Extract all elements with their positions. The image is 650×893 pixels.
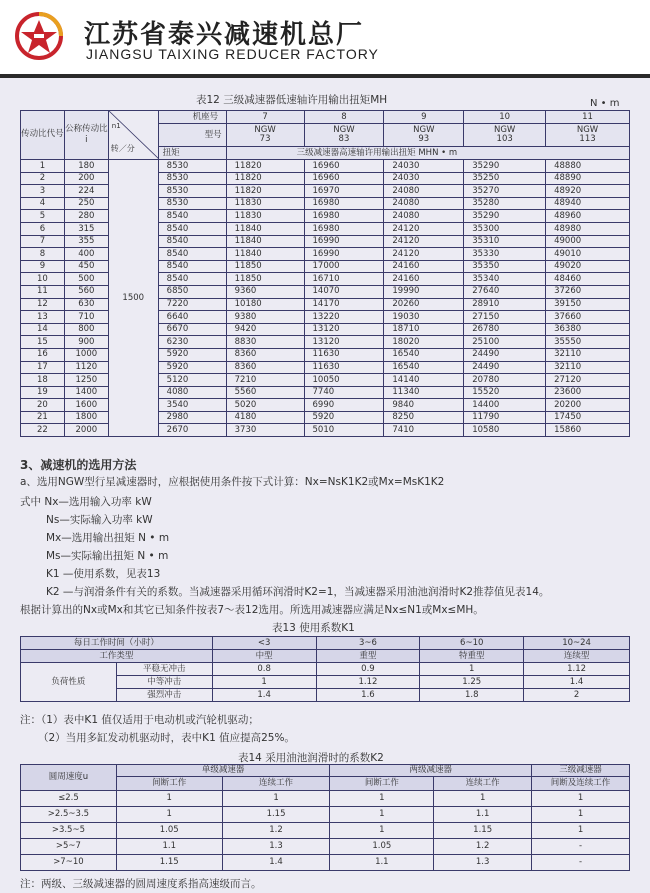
table12-ratio-cell: 2000 <box>64 424 108 437</box>
table12-torque-cell: 24160 <box>384 273 464 286</box>
company-logo-icon <box>14 8 64 64</box>
table12-ratio-cell: 200 <box>64 172 108 185</box>
table12-ratio-cell: 400 <box>64 248 108 261</box>
table12-ratio-cell: 224 <box>64 185 108 198</box>
table12-torque-cell: 35550 <box>546 336 630 349</box>
table14-cell: - <box>532 839 630 855</box>
table14-cell: 1 <box>532 823 630 839</box>
table12-torque-cell: 24490 <box>464 361 546 374</box>
table14-cell: 1 <box>330 807 434 823</box>
table12-torque-cell: 8540 <box>158 260 226 273</box>
table13-hours: 10~24 <box>524 637 630 650</box>
table12-torque-cell: 24120 <box>384 235 464 248</box>
table12-torque-cell: 10050 <box>304 374 384 387</box>
table12-torque-cell: 8530 <box>158 160 226 173</box>
table12-torque-cell: 7410 <box>384 424 464 437</box>
table12-torque-cell: 20200 <box>546 399 630 412</box>
section3-line-nx: 式中 Nx—选用输入功率 kW <box>20 496 152 508</box>
section3-heading: 3、减速机的选用方法 <box>20 458 137 472</box>
table12-torque-cell: 8540 <box>158 273 226 286</box>
table12-torque-cell: 28910 <box>464 298 546 311</box>
table12-torque-cell: 18710 <box>384 323 464 336</box>
table12-ratio-cell: 800 <box>64 323 108 336</box>
table12-code-cell: 19 <box>21 386 65 399</box>
table14-speed-label: 圆周速度u <box>21 765 117 791</box>
table12-torque-cell: 35340 <box>464 273 546 286</box>
table14-speed-cell: >2.5~3.5 <box>21 807 117 823</box>
table12-torque-cell: 11830 <box>226 197 304 210</box>
table12-torque-cell: 5010 <box>304 424 384 437</box>
table12-torque-cell: 14070 <box>304 285 384 298</box>
table12-torque-cell: 24080 <box>384 185 464 198</box>
table14-title: 表14 采用油池润滑时的系数K2 <box>238 752 384 764</box>
table12-torque-cell: 10580 <box>464 424 546 437</box>
table14-double-label: 两级减速器 <box>330 765 532 777</box>
table12-code-cell: 14 <box>21 323 65 336</box>
table13-cell: 1 <box>420 663 524 676</box>
table13-title: 表13 使用系数K1 <box>272 622 355 634</box>
table12-code-cell: 8 <box>21 248 65 261</box>
table12-torque-cell: 8540 <box>158 210 226 223</box>
table14-cell: 1.1 <box>116 839 222 855</box>
table12-torque-cell: 11840 <box>226 222 304 235</box>
table12-torque-cell: 37660 <box>546 311 630 324</box>
table12-torque-cell: 5020 <box>226 399 304 412</box>
table12-code-cell: 12 <box>21 298 65 311</box>
table14-row <box>21 839 630 855</box>
table12-torque-cell: 48890 <box>546 172 630 185</box>
table12-torque-cell: 11840 <box>226 235 304 248</box>
table12-torque-cell: 49020 <box>546 260 630 273</box>
table12-torque-cell: 35350 <box>464 260 546 273</box>
table13-note-2: （2）当用多缸发动机驱动时，表中K1 值应提高25%。 <box>38 732 295 744</box>
table13-note-1: 注：（1）表中K1 值仅适用于电动机或汽轮机驱动； <box>20 714 259 726</box>
table12-torque-cell: 11630 <box>304 348 384 361</box>
table14-cell: 1.15 <box>434 823 532 839</box>
table13-hours: 3~6 <box>316 637 420 650</box>
table12-torque-cell: 24080 <box>384 210 464 223</box>
table12-torque-cell: 9840 <box>384 399 464 412</box>
table12-torque-cell: 24030 <box>384 160 464 173</box>
table14-row <box>21 807 630 823</box>
table12-ratio-cell: 1800 <box>64 411 108 424</box>
table13 <box>20 636 630 702</box>
table12-torque-cell: 35290 <box>464 210 546 223</box>
table12-torque-cell: 7220 <box>158 298 226 311</box>
table12-torque-cell: 8360 <box>226 348 304 361</box>
section3-line-k1: K1 —使用系数，见表13 <box>46 568 161 580</box>
table12-torque-cell: 27640 <box>464 285 546 298</box>
table12-torque-cell: 11820 <box>226 172 304 185</box>
table13-cell: 1.4 <box>212 689 316 702</box>
section3-line-ns: Ns—实际输入功率 kW <box>46 514 153 526</box>
table12-header-ratio: 公称传动比i <box>64 111 108 160</box>
table12-torque-cell: 15520 <box>464 386 546 399</box>
table12-torque-cell: 9360 <box>226 285 304 298</box>
table12-torque-cell: 7740 <box>304 386 384 399</box>
table12-code-cell: 10 <box>21 273 65 286</box>
table12-torque-cell: 11850 <box>226 260 304 273</box>
table13-hours-label: 每日工作时间（小时） <box>21 637 213 650</box>
table12-torque-cell: 35290 <box>464 160 546 173</box>
table12-torque-cell: 48460 <box>546 273 630 286</box>
table12-seat: 11 <box>546 111 630 124</box>
table12-torque-cell: 8530 <box>158 185 226 198</box>
table14-triple-label: 三级减速器 <box>532 765 630 777</box>
table12-torque-cell: 17000 <box>304 260 384 273</box>
table14-cell: 1.2 <box>222 823 330 839</box>
table12-torque-cell: 48920 <box>546 185 630 198</box>
table12-code-cell: 7 <box>21 235 65 248</box>
table12-speed-cell: 1500 <box>108 160 158 437</box>
table12-torque-cell: 27150 <box>464 311 546 324</box>
table12-code-cell: 17 <box>21 361 65 374</box>
table12-ratio-cell: 250 <box>64 197 108 210</box>
table14-cell: 1 <box>116 807 222 823</box>
table14-row <box>21 823 630 839</box>
table14-row <box>21 791 630 807</box>
table12-torque-cell: 36380 <box>546 323 630 336</box>
table12-torque-cell: 6850 <box>158 285 226 298</box>
table12-torque-cell: 11820 <box>226 160 304 173</box>
table12-torque-cell: 16960 <box>304 160 384 173</box>
table12-torque-cell: 6230 <box>158 336 226 349</box>
table12-torque-cell: 13120 <box>304 323 384 336</box>
table12-torque-cell: 5920 <box>304 411 384 424</box>
table12-model: NGW 93 <box>384 124 464 147</box>
table12-torque-cell: 49000 <box>546 235 630 248</box>
table12-torque-cell: 5920 <box>158 348 226 361</box>
table13-cell: 1 <box>212 676 316 689</box>
table12-ratio-cell: 355 <box>64 235 108 248</box>
table13-cell: 1.12 <box>316 676 420 689</box>
table14-cont-label: 连续工作 <box>222 777 330 791</box>
table14-cell: 1.3 <box>434 855 532 871</box>
table12-torque-cell: 5120 <box>158 374 226 387</box>
table12-torque-cell: 9380 <box>226 311 304 324</box>
table12-ratio-cell: 315 <box>64 222 108 235</box>
table12-code-cell: 21 <box>21 411 65 424</box>
section3-line-a: a、选用NGW型行星减速器时，应根据使用条件按下式计算：Nx=NsK1K2或Mx=MsK1K2 <box>20 476 445 488</box>
table12-torque-cell: 32110 <box>546 348 630 361</box>
table12-torque-cell: 16990 <box>304 235 384 248</box>
table12-torque-cell: 17450 <box>546 411 630 424</box>
table12-torque-cell: 14170 <box>304 298 384 311</box>
table14-cell: 1.15 <box>222 807 330 823</box>
table12-code-cell: 2 <box>21 172 65 185</box>
table12-torque-cell: 32110 <box>546 361 630 374</box>
section3-line-select: 根据计算出的Nx或Mx和其它已知条件按表7～表12选用。所选用减速器应满足Nx≤N1或Mx≤MH。 <box>20 604 484 616</box>
document-page <box>0 78 650 893</box>
table13-cell: 1.6 <box>316 689 420 702</box>
table12-torque-cell: 37260 <box>546 285 630 298</box>
table14-cell: 1.2 <box>434 839 532 855</box>
table12-code-cell: 20 <box>21 399 65 412</box>
table13-type-label: 工作类型 <box>21 650 213 663</box>
table12-code-cell: 22 <box>21 424 65 437</box>
table12-torque-cell: 23600 <box>546 386 630 399</box>
table12-code-cell: 15 <box>21 336 65 349</box>
table13-type: 特重型 <box>420 650 524 663</box>
table12-torque-cell: 8250 <box>384 411 464 424</box>
table13-hours: 6~10 <box>420 637 524 650</box>
table12-torque-cell: 11820 <box>226 185 304 198</box>
table14-cell: 1.05 <box>116 823 222 839</box>
table12-torque-cell: 11830 <box>226 210 304 223</box>
table14-cell: 1 <box>532 807 630 823</box>
table12-torque-cell: 8360 <box>226 361 304 374</box>
table14-single-label: 单级减速器 <box>116 765 330 777</box>
table12-torque-cell: 7210 <box>226 374 304 387</box>
table14-cell: 1.15 <box>116 855 222 871</box>
table12-torque-cell: 16960 <box>304 172 384 185</box>
table13-row-label: 平稳无冲击 <box>116 663 212 676</box>
table14-note: 注：两级、三级减速器的圆周速度系指高速级而言。 <box>20 878 262 890</box>
table14-cell: - <box>532 855 630 871</box>
table12-ratio-cell: 1600 <box>64 399 108 412</box>
table12-torque-cell: 8530 <box>158 172 226 185</box>
table12-model: NGW 103 <box>464 124 546 147</box>
table12-code-cell: 18 <box>21 374 65 387</box>
table12-torque-cell: 4180 <box>226 411 304 424</box>
table12-torque-cell: 48980 <box>546 222 630 235</box>
table12-code-cell: 9 <box>21 260 65 273</box>
table12-torque-cell: 24030 <box>384 172 464 185</box>
table13-row-label: 中等冲击 <box>116 676 212 689</box>
table13-cell: 1.4 <box>524 676 630 689</box>
table12-ratio-cell: 710 <box>64 311 108 324</box>
table12-torque-cell: 10180 <box>226 298 304 311</box>
table12-torque-cell: 14400 <box>464 399 546 412</box>
table12-torque-cell: 11630 <box>304 361 384 374</box>
table12-torque-cell: 4080 <box>158 386 226 399</box>
table12-torque-cell: 2670 <box>158 424 226 437</box>
table12-torque-cell: 16980 <box>304 197 384 210</box>
table12-torque-cell: 13120 <box>304 336 384 349</box>
table12-seat: 10 <box>464 111 546 124</box>
table12-unit: N • m <box>590 98 620 109</box>
table12-n1-label: n1 <box>111 122 121 130</box>
table14 <box>20 764 630 871</box>
table12-subheader: 三级减速器高速轴许用输出扭矩 MHN • m <box>226 147 629 160</box>
table12-torque-cell: 3730 <box>226 424 304 437</box>
table12-seat-label: 机座号 <box>158 111 226 124</box>
table12-torque-cell: 35300 <box>464 222 546 235</box>
table12-ratio-cell: 900 <box>64 336 108 349</box>
table14-cell: 1.1 <box>330 855 434 871</box>
table14-cell: 1 <box>330 791 434 807</box>
table14-cell: 1.05 <box>330 839 434 855</box>
table12-torque-cell: 18020 <box>384 336 464 349</box>
table12-torque-cell: 19990 <box>384 285 464 298</box>
table12-torque-cell: 19030 <box>384 311 464 324</box>
table12-torque-cell: 6670 <box>158 323 226 336</box>
page-header <box>0 0 650 78</box>
table12-torque-cell: 15860 <box>546 424 630 437</box>
table12-torque-cell: 39150 <box>546 298 630 311</box>
table12-header-code: 传动比代号 <box>21 111 65 160</box>
table12-ratio-cell: 1120 <box>64 361 108 374</box>
table12-torque-cell: 11790 <box>464 411 546 424</box>
table12-ratio-cell: 560 <box>64 285 108 298</box>
table12-torque-cell: 16540 <box>384 348 464 361</box>
table14-speed-cell: >7~10 <box>21 855 117 871</box>
table12-ratio-cell: 450 <box>64 260 108 273</box>
table12-torque-cell: 16980 <box>304 210 384 223</box>
table12-torque-cell: 20260 <box>384 298 464 311</box>
table12-torque-cell: 16990 <box>304 248 384 261</box>
table12-torque-cell: 13220 <box>304 311 384 324</box>
table12-ratio-cell: 1250 <box>64 374 108 387</box>
table12-ratio-cell: 1400 <box>64 386 108 399</box>
table12-torque-cell: 16970 <box>304 185 384 198</box>
table12-torque-cell: 3540 <box>158 399 226 412</box>
table12-torque-cell: 24120 <box>384 248 464 261</box>
table14-inter-label: 间断工作 <box>116 777 222 791</box>
table14-inter-label: 间断工作 <box>330 777 434 791</box>
table14-cell: 1 <box>532 791 630 807</box>
table12-code-cell: 1 <box>21 160 65 173</box>
table14-cell: 1 <box>222 791 330 807</box>
table13-row-label: 强烈冲击 <box>116 689 212 702</box>
table13-cell: 0.8 <box>212 663 316 676</box>
table12-torque-cell: 25100 <box>464 336 546 349</box>
table12-row <box>21 160 630 173</box>
table12-seat: 8 <box>304 111 384 124</box>
table14-speed-cell: >5~7 <box>21 839 117 855</box>
table12-torque-cell: 35310 <box>464 235 546 248</box>
table12-torque-cell: 24490 <box>464 348 546 361</box>
table14-speed-cell: ≤2.5 <box>21 791 117 807</box>
table12-code-cell: 16 <box>21 348 65 361</box>
table14-cell: 1.1 <box>434 807 532 823</box>
table13-cell: 1.25 <box>420 676 524 689</box>
table13-cell: 0.9 <box>316 663 420 676</box>
table12-ratio-cell: 1000 <box>64 348 108 361</box>
table12-torque-cell: 6640 <box>158 311 226 324</box>
table12-ratio-cell: 500 <box>64 273 108 286</box>
table14-cell: 1.3 <box>222 839 330 855</box>
table12-torque-cell: 8540 <box>158 222 226 235</box>
section3-line-mx: Mx—选用输出扭矩 N • m <box>46 532 170 544</box>
table12-code-cell: 4 <box>21 197 65 210</box>
table12-torque-cell: 2980 <box>158 411 226 424</box>
table12-torque-cell: 48960 <box>546 210 630 223</box>
table12-title: 表12 三级减速器低速轴许用输出扭矩MH <box>196 94 388 106</box>
table13-load-label: 负荷性质 <box>21 663 117 702</box>
table12-rpm-label: 转／分 <box>110 144 135 153</box>
table12-seat: 7 <box>226 111 304 124</box>
table14-speed-cell: >3.5~5 <box>21 823 117 839</box>
table12-model: NGW 73 <box>226 124 304 147</box>
table12-torque-cell: 27120 <box>546 374 630 387</box>
table12-model: NGW 83 <box>304 124 384 147</box>
table14-cont-label: 连续工作 <box>434 777 532 791</box>
table12-torque-cell: 24120 <box>384 222 464 235</box>
table13-type: 连续型 <box>524 650 630 663</box>
table12-torque-cell: 8830 <box>226 336 304 349</box>
table12-torque-cell: 5560 <box>226 386 304 399</box>
table12-torque-cell: 16980 <box>304 222 384 235</box>
table12-torque-cell: 11840 <box>226 248 304 261</box>
table12-torque-cell: 16540 <box>384 361 464 374</box>
table12-ratio-cell: 630 <box>64 298 108 311</box>
table12-torque-cell: 48940 <box>546 197 630 210</box>
table12-torque-cell: 35270 <box>464 185 546 198</box>
table12-torque-cell: 8540 <box>158 248 226 261</box>
table13-type: 中型 <box>212 650 316 663</box>
table12-torque-cell: 26780 <box>464 323 546 336</box>
table12-seat: 9 <box>384 111 464 124</box>
table14-row <box>21 855 630 871</box>
table12-ratio-cell: 180 <box>64 160 108 173</box>
table12-code-cell: 5 <box>21 210 65 223</box>
table12-code-cell: 11 <box>21 285 65 298</box>
table12-header-diagonal <box>108 111 158 160</box>
table12-code-cell: 3 <box>21 185 65 198</box>
table12-torque-cell: 24080 <box>384 197 464 210</box>
table12-torque-cell: 20780 <box>464 374 546 387</box>
table12-torque-cell: 35250 <box>464 172 546 185</box>
table12-torque-cell: 16710 <box>304 273 384 286</box>
table12-torque-cell: 14140 <box>384 374 464 387</box>
table13-cell: 2 <box>524 689 630 702</box>
table12-code-cell: 13 <box>21 311 65 324</box>
table13-hours: <3 <box>212 637 316 650</box>
table12-torque-cell: 11850 <box>226 273 304 286</box>
table13-type: 重型 <box>316 650 420 663</box>
table12-torque-cell: 35330 <box>464 248 546 261</box>
table12-torque-cell: 24160 <box>384 260 464 273</box>
table14-both-label: 间断及连续工作 <box>532 777 630 791</box>
table12-model: NGW 113 <box>546 124 630 147</box>
section3-line-ms: Ms—实际输出扭矩 N • m <box>46 550 169 562</box>
table12-torque-cell: 9420 <box>226 323 304 336</box>
table12-torque-cell: 48880 <box>546 160 630 173</box>
table12-torque-cell: 11340 <box>384 386 464 399</box>
company-name-cn: 江苏省泰兴减速机总厂 <box>84 20 365 50</box>
table12-torque-cell: 6990 <box>304 399 384 412</box>
table13-cell: 1.12 <box>524 663 630 676</box>
table12-torque-cell: 8540 <box>158 235 226 248</box>
table12-model-label: 型号 <box>158 124 226 147</box>
table14-cell: 1 <box>116 791 222 807</box>
table13-cell: 1.8 <box>420 689 524 702</box>
table12-ratio-cell: 280 <box>64 210 108 223</box>
table14-cell: 1.4 <box>222 855 330 871</box>
section3-line-k2: K2 —与润滑条件有关的系数。当减速器采用循环润滑时K2=1，当减速器采用油池润滑时K2推荐值见表14。 <box>46 586 550 598</box>
table14-cell: 1 <box>330 823 434 839</box>
table12-torque-label: 扭矩 <box>158 147 226 160</box>
table12-torque-cell: 5920 <box>158 361 226 374</box>
table12-code-cell: 6 <box>21 222 65 235</box>
company-name-en: JIANGSU TAIXING REDUCER FACTORY <box>86 46 379 62</box>
table14-cell: 1 <box>434 791 532 807</box>
table12-torque-cell: 35280 <box>464 197 546 210</box>
table12-torque-cell: 8530 <box>158 197 226 210</box>
table12 <box>20 110 630 437</box>
table12-torque-cell: 49010 <box>546 248 630 261</box>
